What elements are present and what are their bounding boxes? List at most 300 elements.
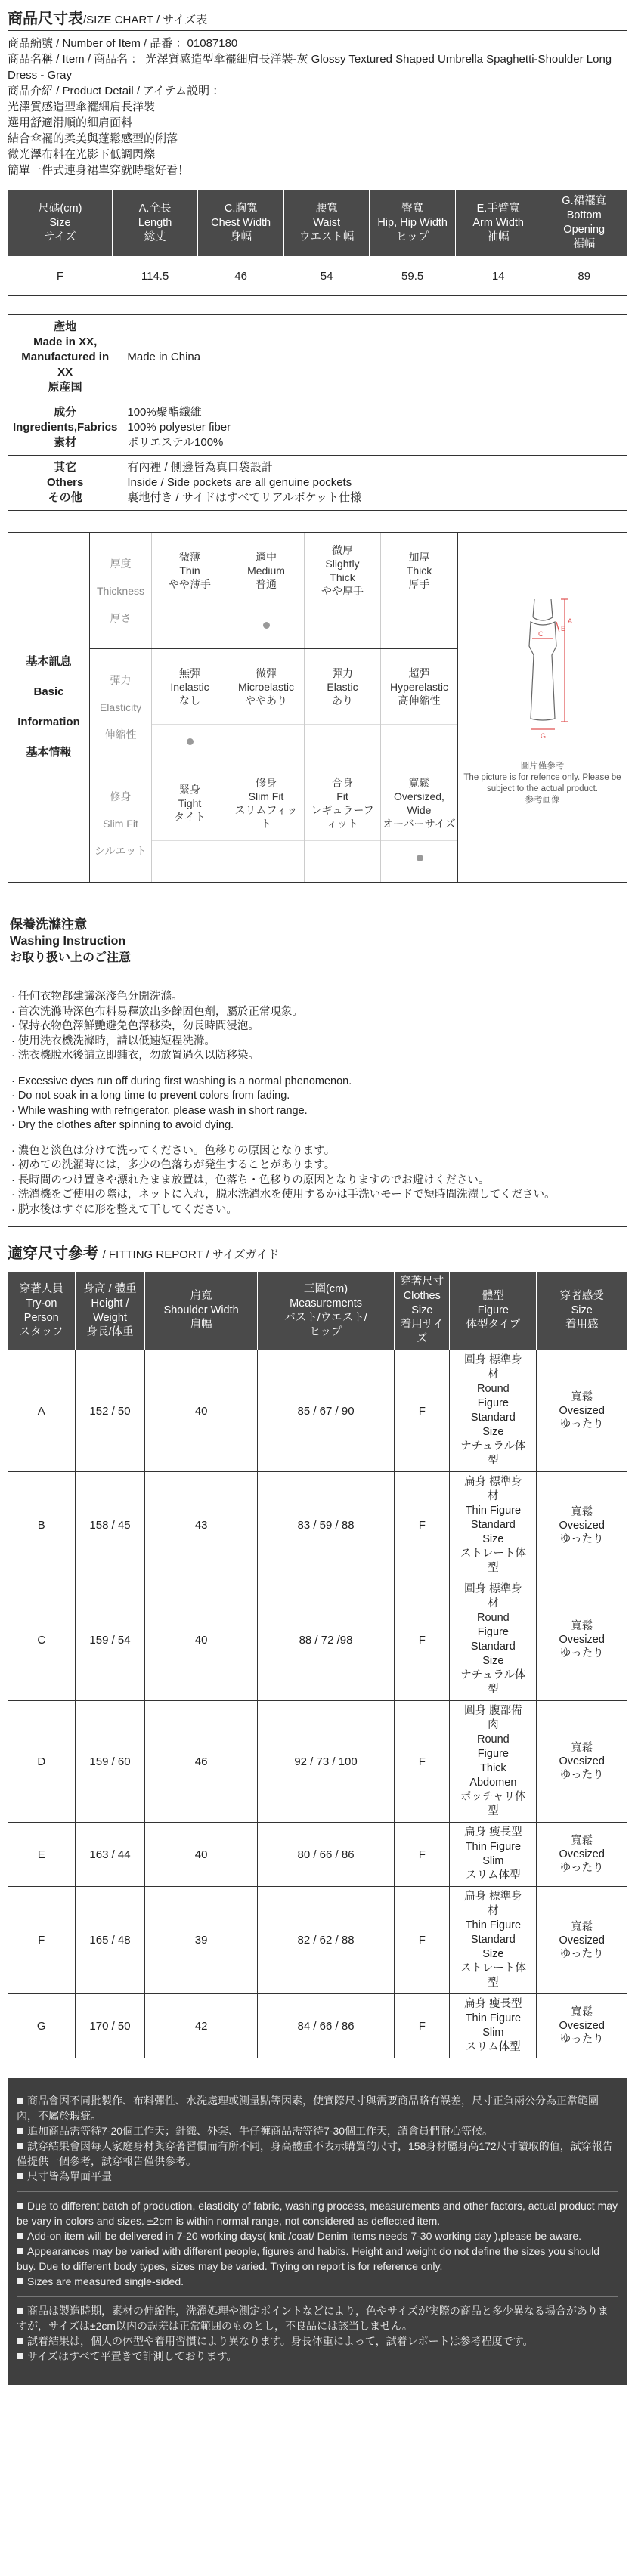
materials-value xyxy=(122,456,627,511)
figure-type-text: Figure xyxy=(477,1397,509,1409)
attribute-option-label xyxy=(152,765,228,841)
figure-letter-c: C xyxy=(538,630,544,638)
figure-type-text: Size xyxy=(482,1948,504,1960)
product-info xyxy=(8,36,627,178)
size-feel-text: ゆったり xyxy=(559,1769,604,1781)
figure-letter-g: G xyxy=(541,732,547,740)
attribute-option xyxy=(228,533,305,648)
attribute-option-label xyxy=(305,649,380,725)
size-chart-table xyxy=(8,189,627,296)
note-line xyxy=(17,2123,618,2138)
fitting-column-header xyxy=(145,1272,257,1350)
figure-type-text: 圓身 標準身 xyxy=(464,1354,522,1366)
figure-type-text: Size xyxy=(482,1655,504,1667)
clothes-size: F xyxy=(395,1994,450,2058)
materials-label-text: Made in XX, Manufactured in XX xyxy=(21,336,110,379)
materials-row xyxy=(8,315,627,400)
header-text: 着用サイズ xyxy=(400,1319,444,1345)
attribute-option xyxy=(305,649,381,765)
figure-type-text: スリム体型 xyxy=(466,2041,521,2053)
size-chart-column-header xyxy=(455,190,541,257)
header-text: 穿著感受 xyxy=(559,1290,604,1302)
measurements: 82 / 62 / 88 xyxy=(257,1887,395,1994)
attribute-option-text: レギュラーフィット xyxy=(311,803,374,830)
size-feel xyxy=(537,1579,627,1701)
bullet-square-icon xyxy=(17,2248,23,2254)
header-text: 体型タイプ xyxy=(466,1319,521,1331)
figure-type-text: 扁身 瘦長型 xyxy=(464,1998,522,2010)
figure-type-text: ストレート体 xyxy=(460,1962,526,1975)
shoulder-width: 42 xyxy=(145,1994,257,2058)
washing-line: · Do not soak in a long time to prevent colors from fading. xyxy=(11,1090,290,1102)
figure-type-text: 圓身 標準身 xyxy=(464,1583,522,1595)
height-weight: 165 / 48 xyxy=(75,1887,145,1994)
attribute-option-text: なし xyxy=(178,694,200,707)
size-feel-text: Ovesized xyxy=(559,1405,605,1417)
attribute-name-text: 彈力 xyxy=(110,673,132,686)
attribute-option-text: Thick xyxy=(330,571,355,583)
measurements: 88 / 72 /98 xyxy=(257,1579,395,1701)
height-weight: 170 / 50 xyxy=(75,1994,145,2058)
clothes-size: F xyxy=(395,1579,450,1701)
size-feel xyxy=(537,1472,627,1579)
attribute-name-text: 修身 xyxy=(110,790,132,802)
washing-line: · 首次洗滌時深色布料易釋放出多餘固色劑，屬於正常現象。 xyxy=(11,1005,303,1018)
attribute-option-text: 高伸縮性 xyxy=(398,694,441,707)
note-text: 尺寸皆為單面平量 xyxy=(27,2170,112,2182)
attribute-option-text: タイト xyxy=(174,810,206,823)
attribute-name xyxy=(90,649,152,765)
figure-type-text: ストレート体 xyxy=(460,1548,526,1560)
header-text: ヒップ xyxy=(309,1325,342,1338)
attribute-name-text: 伸縮性 xyxy=(104,728,137,741)
materials-label-text: その他 xyxy=(48,491,82,504)
attribute-option xyxy=(228,765,305,882)
shoulder-width: 40 xyxy=(145,1350,257,1472)
title-divider xyxy=(8,30,627,31)
header-text: 裾幅 xyxy=(573,238,596,250)
size-feel-text: ゆったり xyxy=(559,1862,604,1874)
header-text: Arm Width xyxy=(472,216,524,229)
header-text: 身幅 xyxy=(230,230,252,243)
attribute-option-text: 普通 xyxy=(255,577,277,590)
size-chart-cell: 59.5 xyxy=(370,257,456,296)
attribute-option-text: 修身 xyxy=(256,776,277,789)
try-on-person: E xyxy=(8,1823,76,1887)
note-line xyxy=(17,2333,618,2349)
figure-type-text: Thin Figure xyxy=(465,1841,522,1853)
figure-type-text: 型 xyxy=(488,1562,499,1574)
washing-gap xyxy=(11,1133,624,1144)
figure-type-text: ナチュラル体 xyxy=(460,1440,526,1452)
size-chart-header xyxy=(8,190,627,257)
fitting-row xyxy=(8,1472,627,1579)
notes-group xyxy=(17,2297,618,2371)
figure-caption-text: 圖片僅參考 xyxy=(520,762,565,771)
washing-title: 保養洗滌注意 xyxy=(10,917,87,932)
product-info-line: 選用舒適滑順的細肩面料 xyxy=(8,116,133,129)
materials-value-text: 100% polyester fiber xyxy=(127,421,231,434)
note-line xyxy=(17,2244,618,2274)
materials-label-text: 產地 xyxy=(54,320,77,333)
header-text: Size xyxy=(571,1304,593,1316)
size-feel-text: 寬鬆 xyxy=(571,1742,593,1754)
figure-caption-text: subject to the actual product. xyxy=(486,784,599,793)
figure-caption-text: 参考画像 xyxy=(525,796,560,805)
materials-label-text: Ingredients,Fabrics xyxy=(13,421,118,434)
materials-value-text: 有內裡 / 側邊皆為真口袋設計 xyxy=(127,461,273,474)
size-feel-text: 寬鬆 xyxy=(571,1920,593,1933)
attribute-option-label xyxy=(228,765,304,841)
product-info-line: 簡單一件式連身裙單穿就時髦好看！ xyxy=(8,164,190,177)
selected-dot-icon xyxy=(417,855,423,861)
size-chart-cell: 114.5 xyxy=(112,257,198,296)
attribute-option-text: ややあり xyxy=(245,694,287,707)
bullet-square-icon xyxy=(17,2203,23,2209)
header-text: Waist xyxy=(313,216,340,229)
figure-type-text: Figure xyxy=(477,1626,509,1638)
attribute-option xyxy=(305,533,381,648)
fitting-column-header xyxy=(395,1272,450,1350)
size-feel xyxy=(537,1350,627,1472)
product-info-line: 商品名稱 / Item / 商品名 ： 光澤質感造型傘襬細肩長洋裝-灰 Glossy Textured Shaped Umbrella Spaghetti-Shoulder Long Dress - Gray xyxy=(8,53,612,82)
washing-line: · 脱水後はすぐに形を整えて干してください。 xyxy=(11,1203,237,1216)
size-chart-cell: 89 xyxy=(541,257,627,296)
header-text: 穿著人員 xyxy=(19,1282,64,1295)
measurements: 84 / 66 / 86 xyxy=(257,1994,395,2058)
attribute-option-text: スリムフィット xyxy=(234,803,298,830)
attribute-option-text: 微薄 xyxy=(179,550,200,563)
fitting-row xyxy=(8,1994,627,2058)
header-text: 臀寬 xyxy=(401,202,424,215)
header-text: Size xyxy=(411,1304,433,1316)
attribute-option-text: 彈力 xyxy=(331,666,353,679)
note-line xyxy=(17,2093,618,2123)
materials-value xyxy=(122,400,627,456)
header-text: 腰寬 xyxy=(315,202,338,215)
try-on-person: G xyxy=(8,1994,76,2058)
figure-type-text: Size xyxy=(482,1426,504,1438)
basic-info-panel xyxy=(8,532,627,883)
clothes-size: F xyxy=(395,1701,450,1823)
washing-line: · Excessive dyes run off during first washing is a normal phenomenon. xyxy=(11,1075,352,1087)
washing-title-jp: お取り扱い上のご注意 xyxy=(10,951,132,964)
washing-line: · 長時間のつけ置きや漂れたまま放置は，色落ち・色移りの原因となりますのでお避けください。 xyxy=(11,1174,490,1186)
figure-type-text: Standard xyxy=(470,1641,516,1653)
size-feel-text: 寬鬆 xyxy=(571,2006,593,2018)
shoulder-width: 43 xyxy=(145,1472,257,1579)
attribute-option-text: 適中 xyxy=(255,550,277,563)
height-weight: 152 / 50 xyxy=(75,1350,145,1472)
figure-type-text: 扁身 瘦長型 xyxy=(464,1826,522,1838)
note-line xyxy=(17,2303,618,2333)
figure-type-text: Figure xyxy=(477,1748,509,1760)
product-info-line: 商品編號 / Number of Item / 品番 ：01087180 xyxy=(8,37,238,50)
fitting-report-table xyxy=(8,1271,627,2058)
figure-type xyxy=(450,1887,537,1994)
header-text: バスト/ウエスト/ xyxy=(284,1311,367,1324)
figure-type xyxy=(450,1823,537,1887)
figure-type-text: Round xyxy=(476,1733,510,1746)
clothes-size: F xyxy=(395,1350,450,1472)
notes-group xyxy=(17,2087,618,2192)
fitting-row xyxy=(8,1701,627,1823)
fitting-row xyxy=(8,1579,627,1701)
materials-label-text: 其它 xyxy=(54,461,77,474)
basic-info-title-text: 基本情報 xyxy=(26,746,72,759)
figure-type-text: Size xyxy=(482,1533,504,1545)
header-text: 総丈 xyxy=(144,230,166,243)
note-text: 試着結果は，個人の体型や着用習慣により異なります。身長体重によって，試着レポートは参考程度です。 xyxy=(27,2335,534,2347)
header-text: 肩寬 xyxy=(190,1290,212,1302)
note-line xyxy=(17,2228,618,2244)
size-chart-cell: F xyxy=(8,257,113,296)
header-text: G.裙襬寬 xyxy=(562,195,607,207)
figure-type-text: ポッチャリ体 xyxy=(460,1791,526,1803)
basic-info-title xyxy=(8,533,90,882)
figure-type-text: Slim xyxy=(482,1855,504,1867)
clothes-size: F xyxy=(395,1887,450,1994)
header-text: Size xyxy=(49,216,71,229)
measurements: 92 / 73 / 100 xyxy=(257,1701,395,1823)
attribute-option-text: 微彈 xyxy=(256,666,277,679)
attribute-option-text: 厚手 xyxy=(408,577,430,590)
size-chart-column-header xyxy=(283,190,370,257)
product-info-line: 微光澤布料在光影下低調閃爍 xyxy=(8,148,156,161)
figure-type-text: Standard xyxy=(470,1412,516,1424)
header-text: 穿著尺寸 xyxy=(400,1276,444,1288)
materials-value xyxy=(122,315,627,400)
size-chart-cell: 14 xyxy=(455,257,541,296)
size-chart-column-header xyxy=(112,190,198,257)
figure-type-text: 材 xyxy=(488,1490,499,1502)
attribute-option-text: Slightly xyxy=(325,557,360,570)
size-chart-column-header xyxy=(370,190,456,257)
attribute-name-text: 厚さ xyxy=(110,611,132,624)
attribute-name xyxy=(90,533,152,648)
attribute-option-text: やや厚手 xyxy=(321,584,364,597)
washing-line: · 初めての洗濯時には，多少の色落ちが発生することがあります。 xyxy=(11,1159,336,1171)
header-text: C.胸寬 xyxy=(224,202,258,215)
washing-line: · 洗濯機をご使用の際は，ネットに入れ，脱水洗濯水を使用するかは手洗いモードで短時間洗濯してください。 xyxy=(11,1189,556,1201)
header-text: 着用感 xyxy=(565,1319,599,1331)
size-feel-text: Ovesized xyxy=(559,1519,605,1532)
figure-type xyxy=(450,1472,537,1579)
figure-letter-a: A xyxy=(568,617,573,625)
size-chart-row xyxy=(8,257,627,296)
note-text: Due to different batch of production, elasticity of fabric, washing process, measurements and other factors, actual product may be vary in colors and sizes. ±2cm is within normal range, not considered as deflected item. xyxy=(17,2200,618,2227)
size-feel-text: ゆったり xyxy=(559,2033,604,2046)
note-text: 商品會因不同批製作、布料彈性、水洗處理或測量點等因素，使實際尺寸與需要商品略有誤差，尺寸正負兩公分為正常範圍內，不屬於瑕疵。 xyxy=(17,2095,599,2122)
attribute-option-text: Tight xyxy=(178,796,202,809)
attribute-option-text: Elastic xyxy=(327,680,358,693)
figure-type-text: Thick xyxy=(480,1762,506,1774)
attribute-option xyxy=(305,765,381,882)
attribute-option-text: Hyperelastic xyxy=(389,680,449,693)
size-feel-text: Ovesized xyxy=(559,1634,605,1646)
attribute-option xyxy=(381,765,457,882)
figure-type xyxy=(450,1994,537,2058)
basic-info-title-text: Basic xyxy=(33,685,64,698)
attribute-option-label xyxy=(305,765,380,841)
header-text: Try-on xyxy=(26,1297,57,1310)
attribute-option-text: 加厚 xyxy=(408,550,430,563)
attribute-option-label xyxy=(381,533,457,608)
size-feel xyxy=(537,1701,627,1823)
product-info-line: 光澤質感造型傘襬細肩長洋裝 xyxy=(8,101,156,113)
attribute-option-label xyxy=(152,533,228,608)
attribute-option xyxy=(228,649,305,765)
materials-label xyxy=(8,456,122,511)
materials-label-text: 原産国 xyxy=(48,381,82,394)
header-text: Height / xyxy=(91,1297,129,1310)
attribute-option-label xyxy=(305,533,380,608)
size-feel-text: ゆったり xyxy=(559,1647,604,1659)
materials-value-text: ポリエステル100% xyxy=(127,436,224,449)
washing-line: · 任何衣物都建議深淺色分開洗滌。 xyxy=(11,991,183,1003)
size-feel-text: 寬鬆 xyxy=(571,1620,593,1632)
attribute-option-text: Fit xyxy=(336,790,348,802)
bullet-square-icon xyxy=(17,2353,23,2359)
attribute-option-text: Slim Fit xyxy=(248,790,284,802)
figure-type xyxy=(450,1350,537,1472)
header-text: 三圍(cm) xyxy=(304,1282,348,1295)
measurements: 85 / 67 / 90 xyxy=(257,1350,395,1472)
height-weight: 158 / 45 xyxy=(75,1472,145,1579)
fitting-row xyxy=(8,1823,627,1887)
size-feel-text: Ovesized xyxy=(559,1755,605,1767)
bullet-square-icon xyxy=(17,2128,23,2134)
shoulder-width: 40 xyxy=(145,1823,257,1887)
attribute-option-label xyxy=(228,649,304,725)
figure-type-text: 扁身 標準身 xyxy=(464,1476,522,1488)
note-line xyxy=(17,2169,618,2184)
attribute-option xyxy=(152,533,228,648)
washing-title-en: Washing Instruction xyxy=(10,935,126,948)
header-text: 尺碼(cm) xyxy=(38,202,82,215)
attribute-option-text: 微厚 xyxy=(332,543,353,556)
attribute-option-text: Thick xyxy=(406,564,432,577)
product-info-line: 結合傘襬的柔美與蓬鬆感型的俐落 xyxy=(8,132,178,145)
header-text: Hip, Hip Width xyxy=(377,216,448,229)
figure-type-text: 材 xyxy=(488,1368,499,1381)
attribute-option xyxy=(381,533,457,648)
attribute-option xyxy=(152,649,228,765)
header-text: 身長/体重 xyxy=(86,1325,134,1338)
fitting-column-header xyxy=(257,1272,395,1350)
materials-value-text: Inside / Side pockets are all genuine pockets xyxy=(127,476,352,489)
figure-type-text: Round xyxy=(476,1612,510,1624)
note-text: 試穿結果會因每人家庭身材與穿著習慣而有所不同，身高體重不表示購買的尺寸，158身材屬身高172尺寸讀取的值，試穿報告僅提供一個參考，試穿報告僅供參考。 xyxy=(17,2140,613,2167)
note-text: 追加商品需等待7-20個工作天；針織、外套、牛仔褲商品需等待7-30個工作天，請會員們耐心等候。 xyxy=(27,2125,494,2137)
header-text: Clothes xyxy=(403,1290,441,1302)
materials-value-text: Made in China xyxy=(127,351,201,363)
try-on-person: D xyxy=(8,1701,76,1823)
bullet-square-icon xyxy=(17,2233,23,2239)
header-text: Person xyxy=(23,1311,59,1324)
figure-caption xyxy=(458,761,627,806)
basic-info-title-text: 基本訊息 xyxy=(26,655,72,668)
header-text: Chest Width xyxy=(211,216,271,229)
size-chart-column-header xyxy=(541,190,627,257)
figure-type-text: Thin Figure xyxy=(465,1504,522,1517)
note-text: Appearances may be varied with different people, figures and habits. Height and weight do not define the sizes you should buy. Due to different body types, sizes may be varied. Trying on report is for reference only. xyxy=(17,2245,600,2272)
height-weight: 163 / 44 xyxy=(75,1823,145,1887)
attribute-option xyxy=(381,649,457,765)
figure-caption-text: The picture is for refence only. Please be xyxy=(463,773,621,782)
figure-type-text: 型 xyxy=(488,1684,499,1696)
size-chart-column-header xyxy=(8,190,113,257)
shoulder-width: 39 xyxy=(145,1887,257,1994)
size-feel-text: ゆったり xyxy=(559,1947,604,1960)
note-text: サイズはすべて平置きで計測しております。 xyxy=(27,2350,237,2362)
figure-type-text: Slim xyxy=(482,2027,504,2039)
height-weight: 159 / 54 xyxy=(75,1579,145,1701)
figure-letter-e: E xyxy=(561,625,566,632)
size-feel-text: 寬鬆 xyxy=(571,1391,593,1403)
attribute-option xyxy=(152,765,228,882)
size-chart-cell: 46 xyxy=(198,257,284,296)
basic-info-title-text: Information xyxy=(17,716,80,728)
height-weight: 159 / 60 xyxy=(75,1701,145,1823)
header-text: Weight xyxy=(93,1311,127,1324)
notes-group xyxy=(17,2192,618,2297)
materials-label-text: Others xyxy=(47,476,84,489)
attribute-option-text: 合身 xyxy=(332,776,353,789)
header-text: ヒップ xyxy=(396,230,429,243)
attribute-option-label xyxy=(381,765,457,841)
fitting-report-title: 適穿尺寸參考 / FITTING REPORT / サイズガイド xyxy=(8,1245,280,1262)
attribute-row xyxy=(90,533,457,649)
attribute-name xyxy=(90,765,152,882)
bullet-square-icon xyxy=(17,2278,23,2284)
figure-type-text: 型 xyxy=(488,1977,499,1989)
header-text: 體型 xyxy=(482,1290,504,1302)
note-text: 商品は製造時期，素材の伸縮性，洗濯処理や測定ポイントなどにより，色やサイズが実際の商品と多少異なる場合がありますが，サイズは±2cm以内の誤差は正常範囲のものとし，不良品には該当しません。 xyxy=(17,2305,609,2332)
fitting-row xyxy=(8,1887,627,1994)
size-feel xyxy=(537,1994,627,2058)
attribute-row xyxy=(90,765,457,882)
fitting-column-header xyxy=(450,1272,537,1350)
attribute-name-text: シルエット xyxy=(94,845,147,857)
attribute-option-text: Microelastic xyxy=(238,680,294,693)
shoulder-width: 40 xyxy=(145,1579,257,1701)
dress-figure xyxy=(457,533,627,882)
size-feel xyxy=(537,1823,627,1887)
materials-value-text: 裏地付き / サイドはすべてリアルポケット仕様 xyxy=(127,491,362,504)
attribute-name-text: Elasticity xyxy=(99,700,142,713)
header-text: ウエスト幅 xyxy=(299,230,355,243)
attribute-option-text: Inelastic xyxy=(170,680,209,693)
figure-type-text: 材 xyxy=(488,1905,499,1917)
fitting-column-header xyxy=(8,1272,76,1350)
size-feel-text: ゆったり xyxy=(559,1532,604,1545)
fitting-report-header xyxy=(8,1272,627,1350)
figure-type-text: スリム体型 xyxy=(466,1869,521,1882)
shoulder-width: 46 xyxy=(145,1701,257,1823)
size-chart-cell: 54 xyxy=(283,257,370,296)
attribute-option-text: 無彈 xyxy=(178,666,200,679)
attribute-option-text: 緊身 xyxy=(178,783,200,796)
washing-line: · 保持衣物色澤鮮艷避免色澤移染，勿長時間浸泡。 xyxy=(11,1020,259,1032)
figure-type-text: 型 xyxy=(488,1805,499,1817)
attribute-option-text: Thin xyxy=(179,564,200,577)
figure-type xyxy=(450,1701,537,1823)
attribute-option-text: Wide xyxy=(407,803,432,816)
size-feel-text: 寬鬆 xyxy=(571,1835,593,1847)
figure-type-text: Standard xyxy=(470,1934,516,1946)
note-line xyxy=(17,2138,618,2169)
